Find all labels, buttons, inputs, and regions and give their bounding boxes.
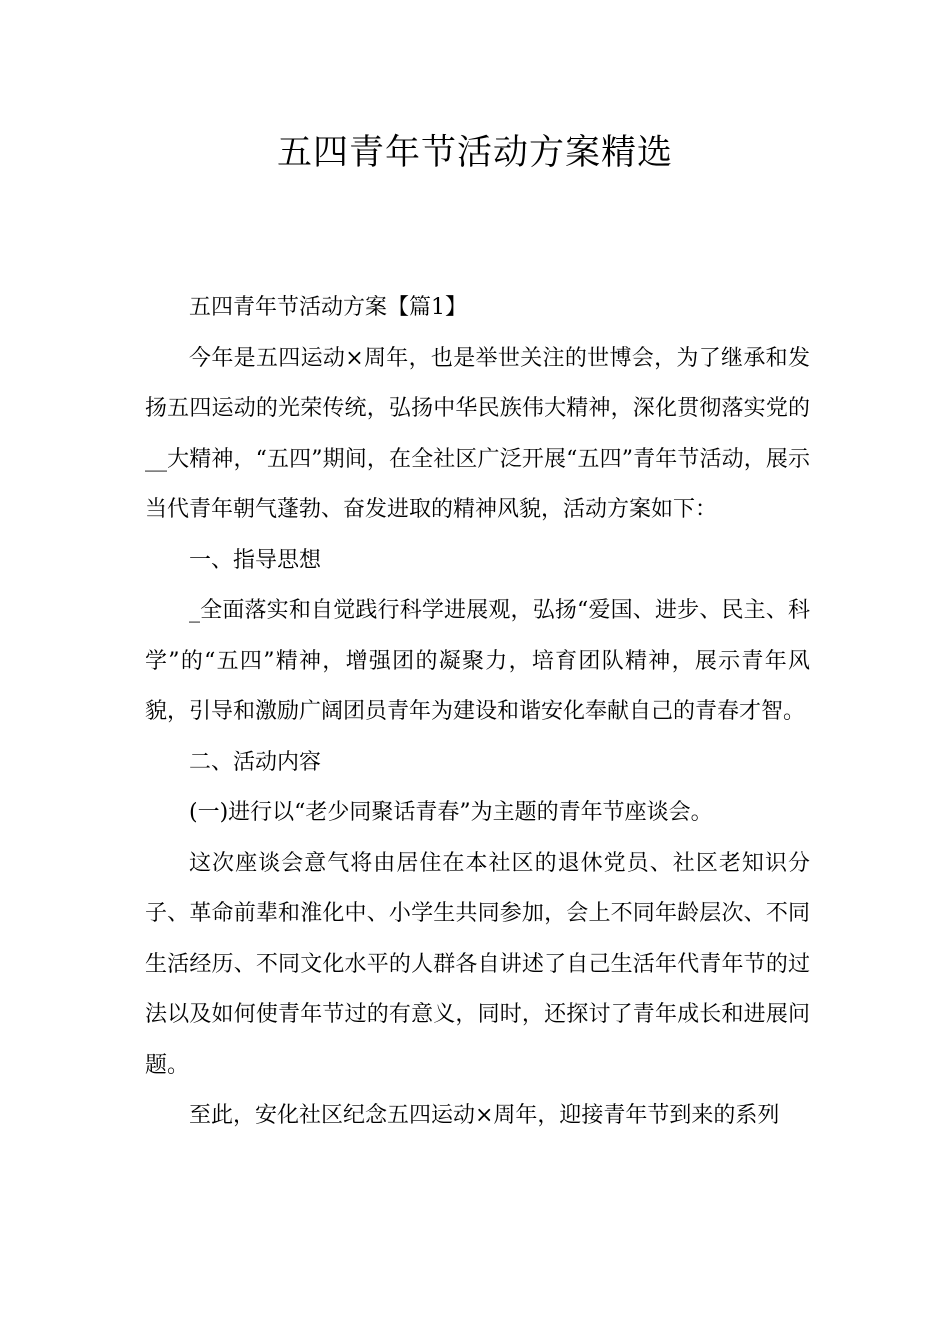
document-body — [145, 283, 810, 1142]
activity-item-1: (一)进行以“老少同聚话青春”为主题的青年节座谈会。 — [189, 800, 713, 825]
document-title: 五四青年节活动方案精选 — [276, 133, 673, 173]
intro-paragraph: 今年是五四运动×周年，也是举世关注的世博会，为了继承和发扬五四运动的光荣传统，弘扬中华民族伟大精神，深化贯彻落实党的__大精神，“五四”期间，在全社区广泛开展“五四”青年节活动，展示当代青年朝气蓬勃、奋发进取的精神风貌，活动方案如下： — [145, 345, 810, 522]
section-heading-part-1: 五四青年节活动方案【篇1】 — [189, 295, 467, 320]
guiding-ideology-paragraph: _全面落实和自觉践行科学进展观，弘扬“爱国、进步、民主、科学”的“五四”精神，增强团的凝聚力，培育团队精神，展示青年风貌，引导和激励广阔团员青年为建设和谐安化奉献自己的青春才智。 — [145, 598, 810, 724]
section-heading-guiding-ideology: 一、指导思想 — [189, 547, 322, 573]
section-heading-activity-content: 二、活动内容 — [189, 749, 322, 775]
forum-description-paragraph: 这次座谈会意气将由居住在本社区的退休党员、社区老知识分子、革命前辈和淮化中、小学生共同参加，会上不同年龄层次、不同生活经历、不同文化水平的人群各自讲述了自己生活年代青年节的过法以及如何使青年节过的有意义，同时，还探讨了青年成长和进展问题。 — [145, 850, 810, 1078]
closing-paragraph: 至此，安化社区纪念五四运动×周年，迎接青年节到来的系列 — [189, 1103, 780, 1128]
